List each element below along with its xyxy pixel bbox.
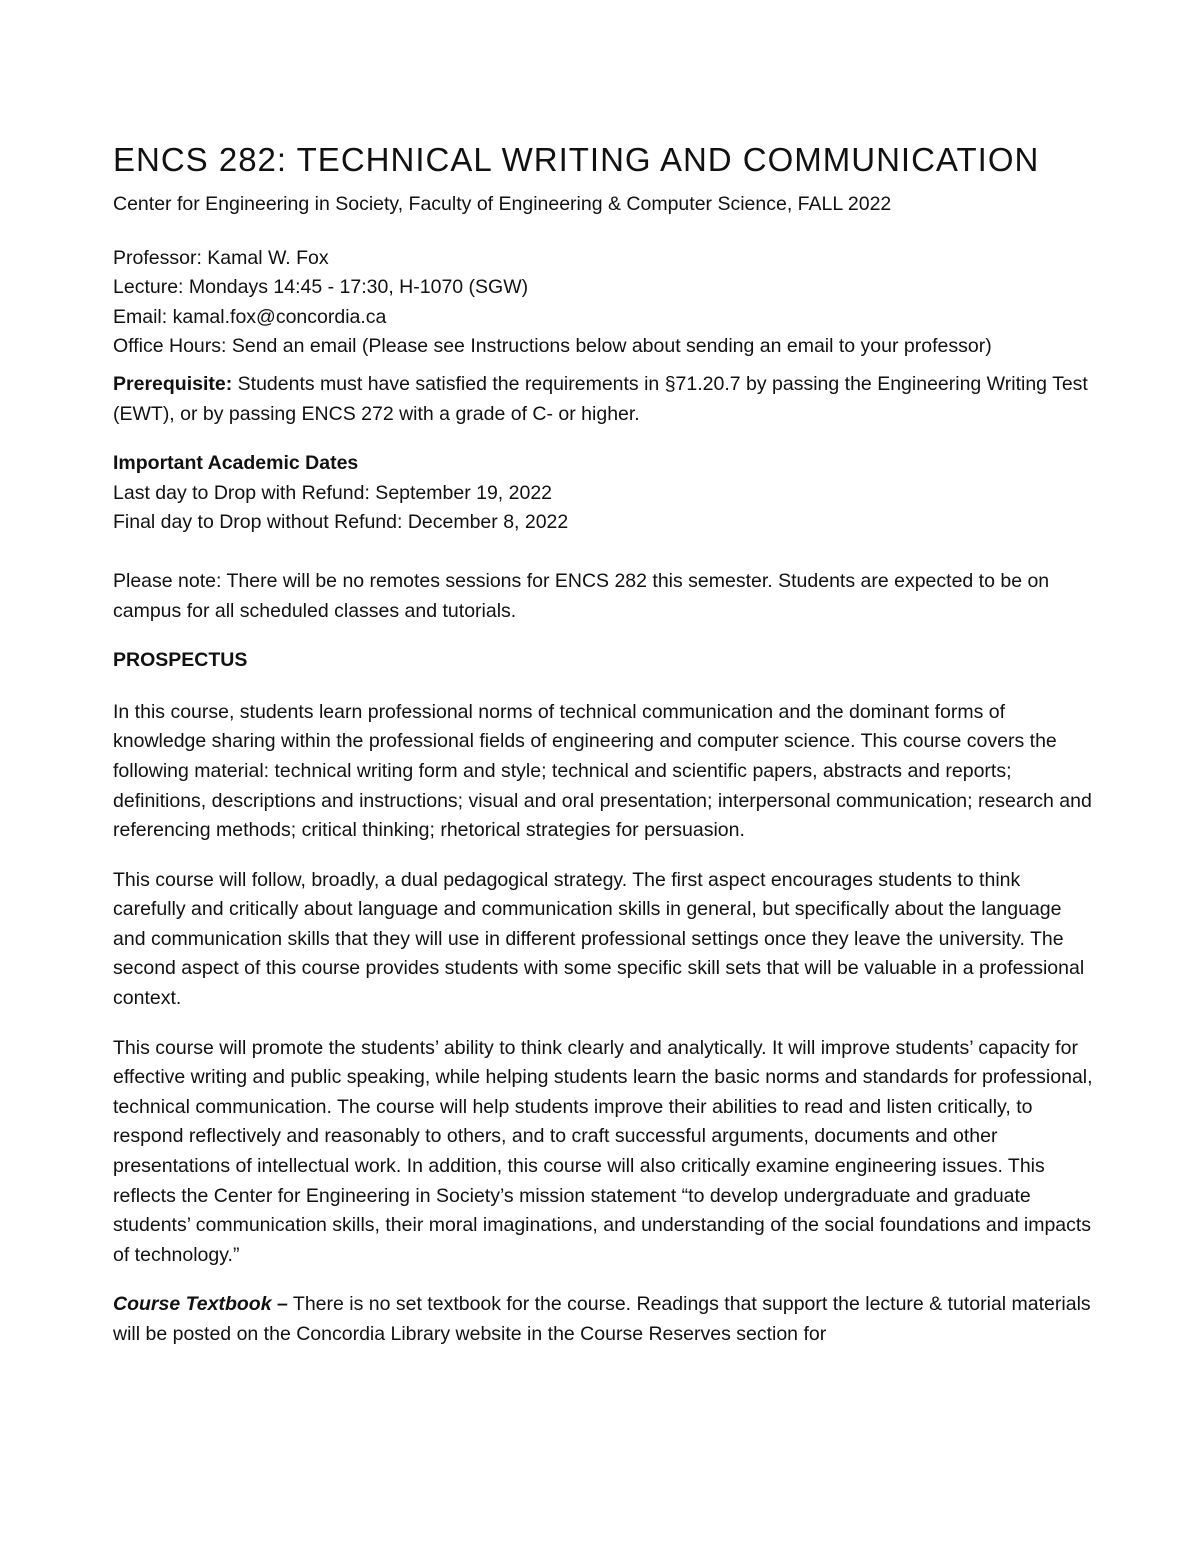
prerequisite-text: Students must have satisfied the requirements in §71.20.7 by passing the Engineering Writing Test (EWT), or by passing ENCS 272 with a grade of C- or higher. <box>113 372 1088 425</box>
course-subtitle: Center for Engineering in Society, Faculty of Engineering & Computer Science, FALL 2022 <box>113 193 892 215</box>
textbook-text: There is no set textbook for the course. Readings that support the lecture & tutorial materials will be posted on the Concordia Library website in the Course Reserves section for <box>113 1293 1091 1345</box>
prospectus-paragraph-3: This course will promote the students’ ability to think clearly and analytically. It will improve students’ capacity for effective writing and public speaking, while helping students learn the basic norms and standards for professional, technical communication. The course will help students improve their abilities to read and listen critically, to respond reflectively and reasonably to others, and to craft successful arguments, documents and other presentations of intellectual work. In addition, this course will also critically examine engineering issues. This reflects the Center for Engineering in Society’s mission statement “to develop undergraduate and graduate students’ communication skills, their moral imaginations, and understanding of the social foundations and impacts of technology.” <box>113 1036 1093 1266</box>
textbook-label: Course Textbook – <box>113 1293 288 1316</box>
prerequisite-paragraph <box>113 370 1093 429</box>
course-info <box>113 244 1093 362</box>
email-line: Email: kamal.fox@concordia.ca <box>113 305 387 328</box>
professor-line: Professor: Kamal W. Fox <box>113 246 329 269</box>
textbook-paragraph <box>113 1290 1093 1349</box>
academic-dates <box>113 449 1093 538</box>
lecture-line: Lecture: Mondays 14:45 - 17:30, H-1070 (SGW) <box>113 276 529 299</box>
document-content <box>113 138 1093 1370</box>
prospectus-paragraph-1: In this course, students learn professional norms of technical communication and the dominant forms of knowledge sharing within the professional fields of engineering and computer science. This course covers the following material: technical writing form and style; technical and scientific papers, abstracts and reports; definitions, descriptions and instructions; visual and oral presentation; interpersonal communication; research and referencing methods; critical thinking; rhetorical strategies for persuasion. <box>113 700 1092 842</box>
office-hours-line: Office Hours: Send an email (Please see Instructions below about sending an email to your professor) <box>113 335 992 358</box>
prospectus-paragraph-2: This course will follow, broadly, a dual pedagogical strategy. The first aspect encourages students to think carefully and critically about language and communication skills in general, but specifically about the language and communication skills that they will use in different professional settings once they leave the university. The second aspect of this course provides students with some specific skill sets that will be valuable in a professional context. <box>113 868 1085 1010</box>
course-title: ENCS 282: TECHNICAL WRITING AND COMMUNICATION <box>113 141 1040 178</box>
prospectus-heading: PROSPECTUS <box>113 649 248 672</box>
prerequisite-label: Prerequisite: <box>113 372 233 395</box>
academic-dates-heading: Important Academic Dates <box>113 452 359 475</box>
drop-refund-date: Last day to Drop with Refund: September 19, 2022 <box>113 481 553 504</box>
campus-note: Please note: There will be no remotes sessions for ENCS 282 this semester. Students are expected to be on campus for all scheduled classes and tutorials. <box>113 569 1050 622</box>
drop-no-refund-date: Final day to Drop without Refund: December 8, 2022 <box>113 511 569 534</box>
